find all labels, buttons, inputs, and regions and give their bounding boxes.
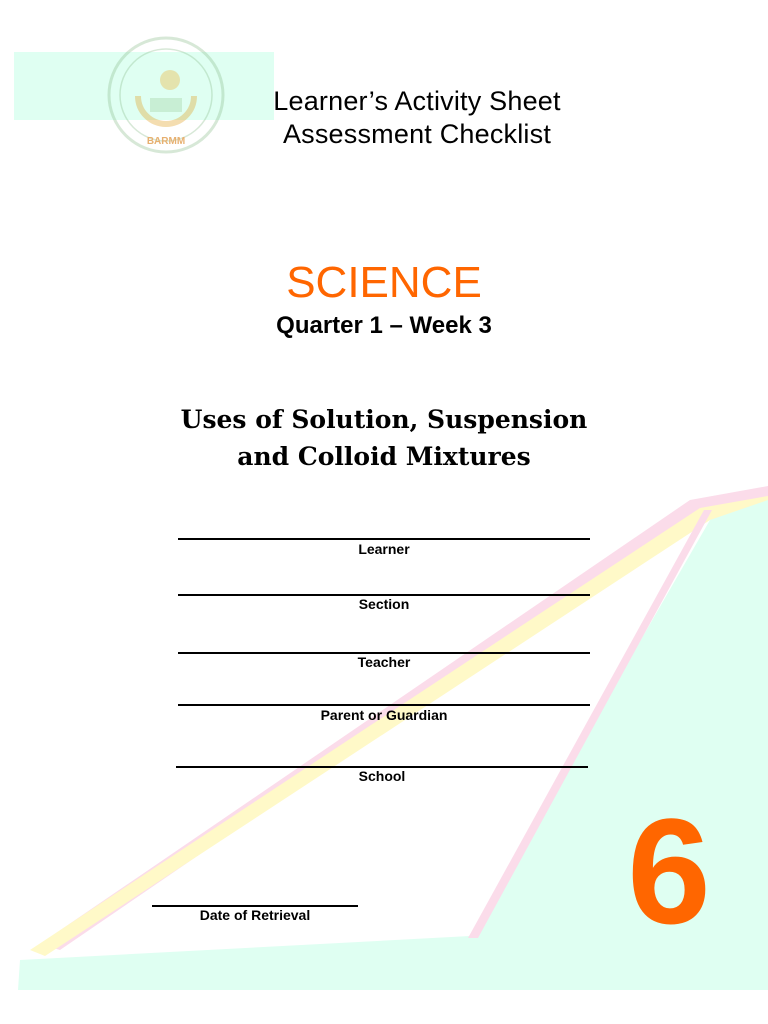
teacher-label: Teacher (357, 654, 411, 670)
section-label: Section (358, 596, 410, 612)
retrieval-date-label: Date of Retrieval (199, 907, 311, 923)
topic-line-1: Uses of Solution, Suspension (180, 405, 588, 434)
title-line-1: Learner’s Activity Sheet (273, 86, 561, 116)
topic-line-2: and Colloid Mixtures (237, 442, 531, 471)
title-line-2: Assessment Checklist (282, 119, 552, 149)
quarter-week: Quarter 1 – Week 3 (276, 312, 492, 339)
grade-number: 6 (627, 787, 711, 955)
school-label: School (358, 768, 406, 784)
parent-guardian-line[interactable] (178, 704, 590, 706)
subject-name: SCIENCE (286, 258, 482, 307)
learner-label: Learner (358, 541, 410, 557)
parent-guardian-label: Parent or Guardian (320, 707, 448, 723)
seal-text: BARMM (146, 136, 186, 147)
learner-line[interactable] (178, 538, 590, 540)
